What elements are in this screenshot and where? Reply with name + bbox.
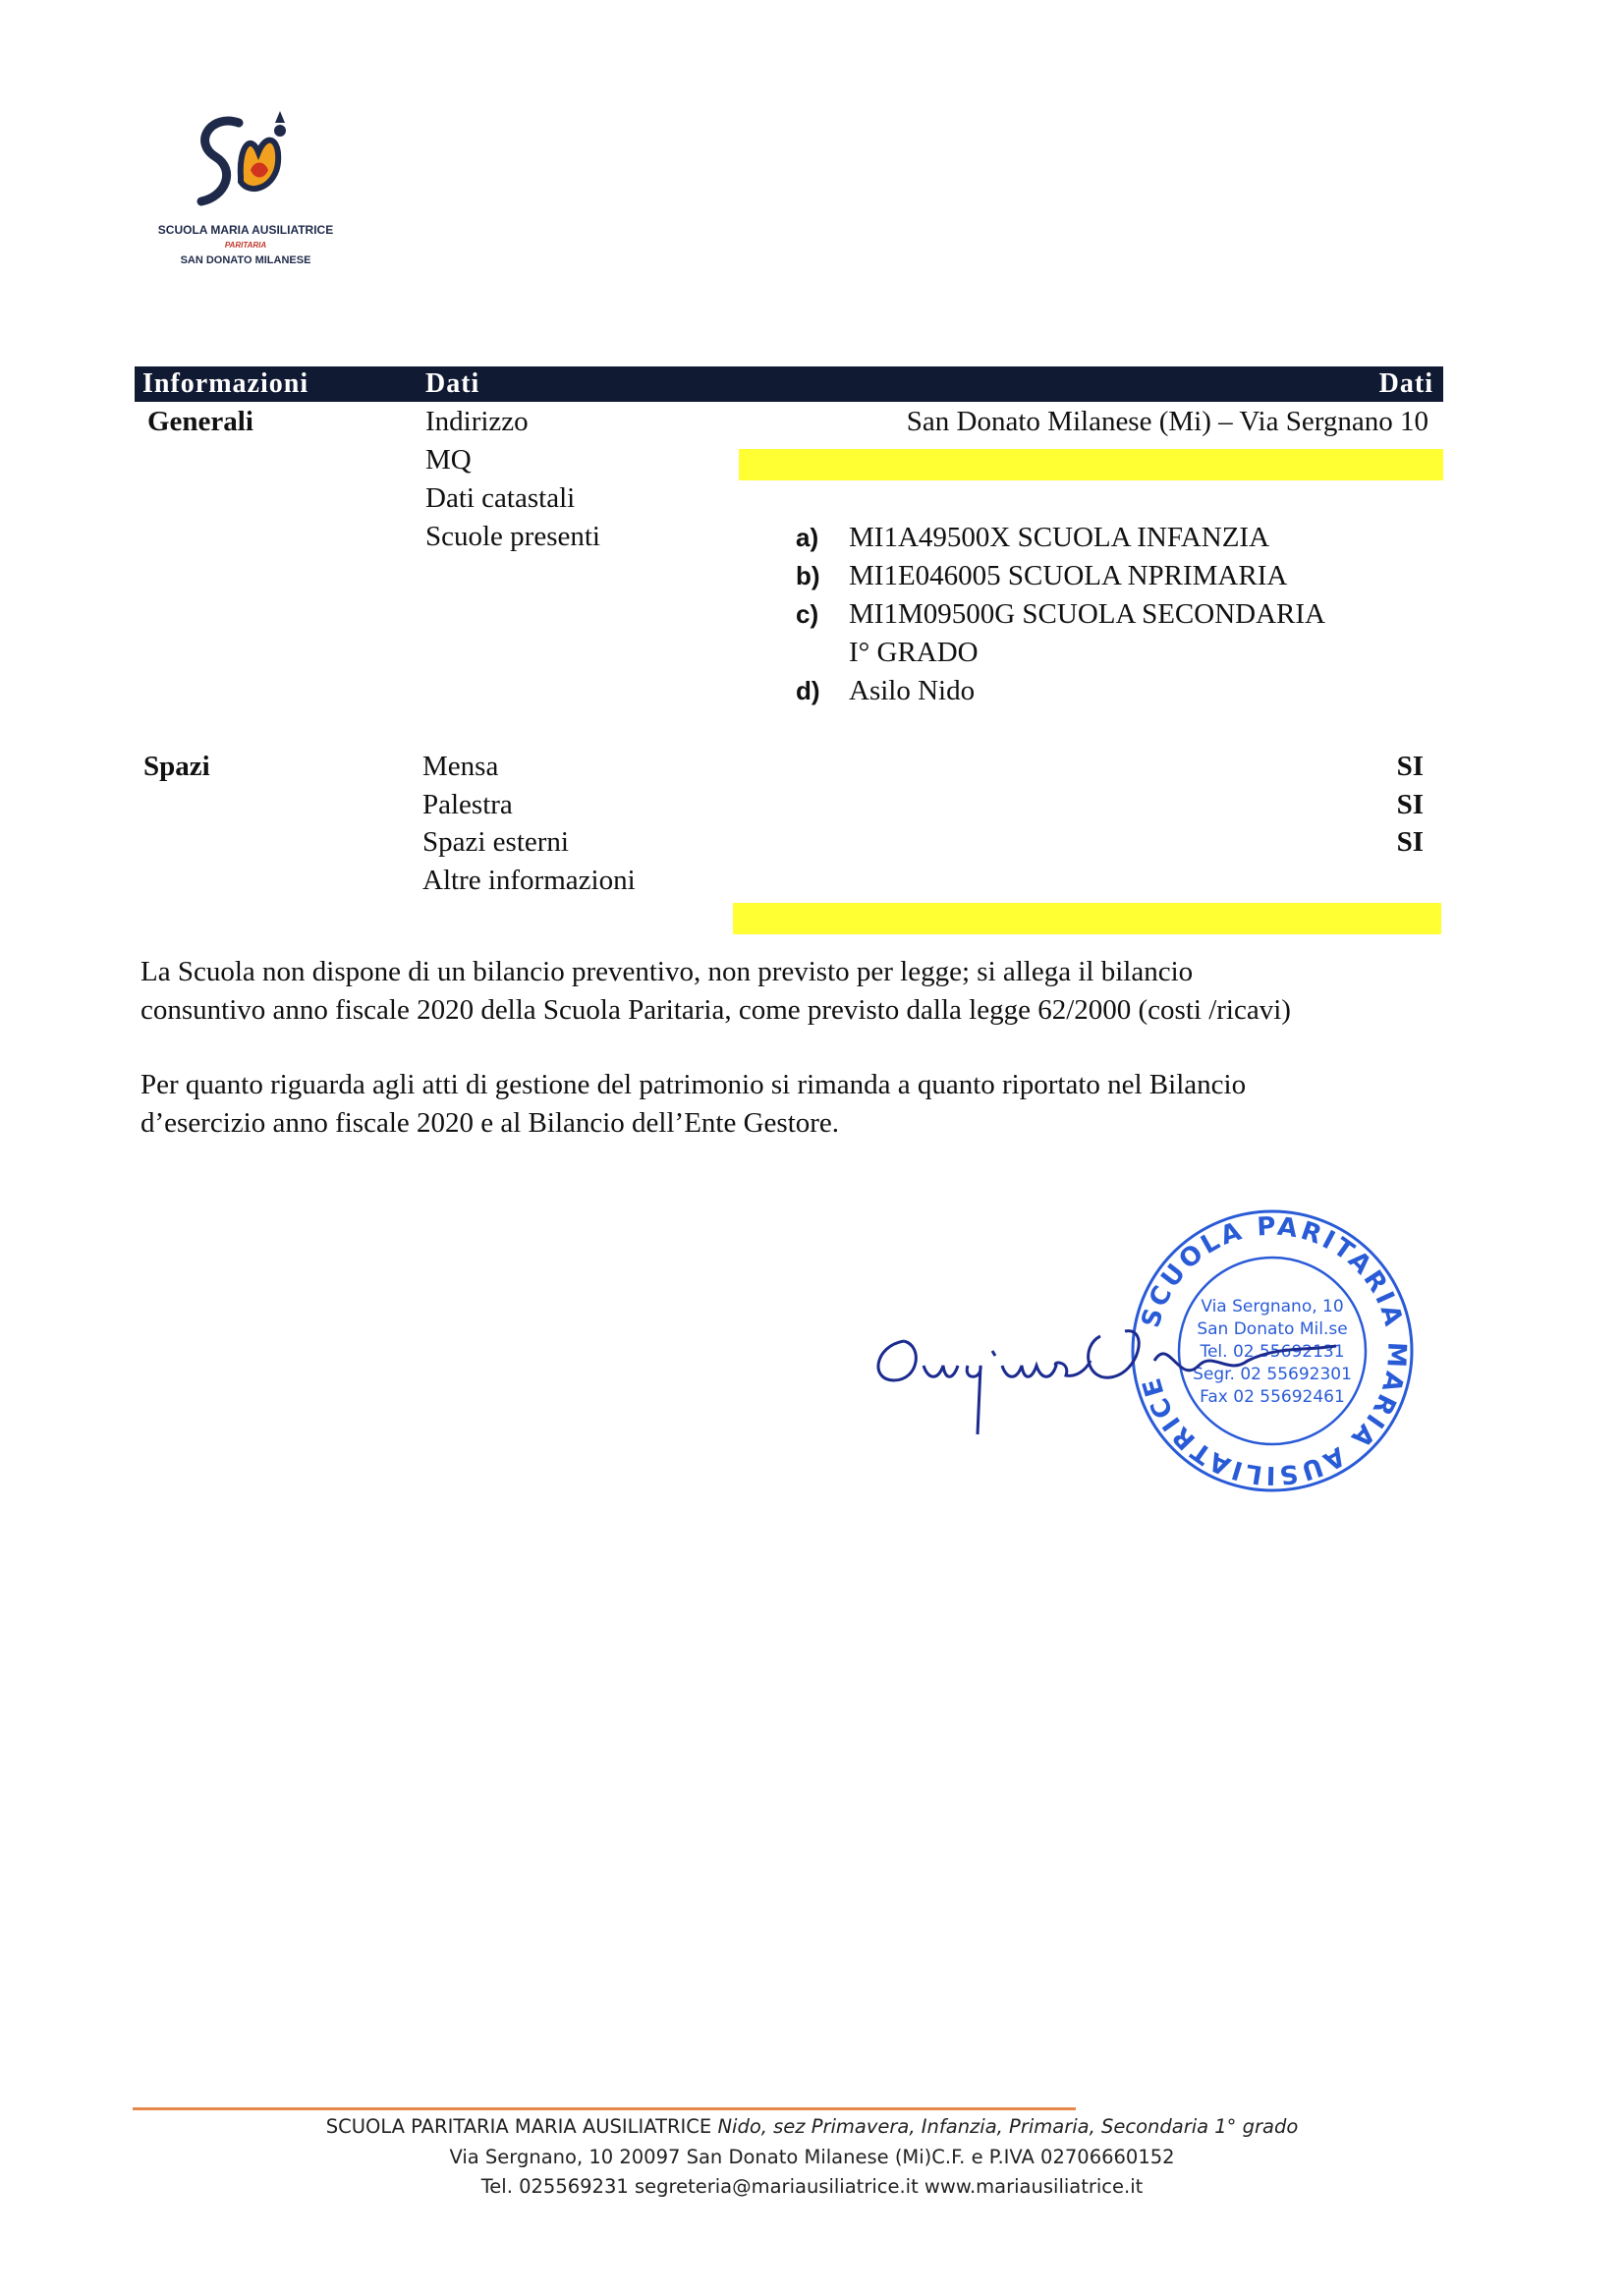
stamp-line3: Tel. 02 55692131 xyxy=(1200,1342,1345,1362)
value-mensa: SI xyxy=(1396,751,1424,782)
stamp-line4: Segr. 02 55692301 xyxy=(1193,1365,1352,1384)
paragraph-patrimonio-line1: Per quanto riguarda agli atti di gestione del patrimonio si rimanda a quanto riportato nel Bilancio xyxy=(140,1069,1247,1100)
header-dati: Dati xyxy=(425,368,480,399)
list-item: I° GRADO xyxy=(849,637,979,668)
paragraph-patrimonio-line2: d’esercizio anno fiscale 2020 e al Bilancio dell’Ente Gestore. xyxy=(140,1107,840,1139)
paragraph-bilancio-line1: La Scuola non dispone di un bilancio preventivo, non previsto per legge; si allega il bilancio xyxy=(140,956,1194,987)
footer-school-name: SCUOLA PARITARIA MARIA AUSILIATRICE xyxy=(325,2115,712,2138)
value-spazi-esterni: SI xyxy=(1396,826,1424,858)
list-letter: b) xyxy=(796,561,820,590)
label-indirizzo: Indirizzo xyxy=(425,406,529,437)
section-spazi: Spazi xyxy=(143,751,210,782)
header-informazioni: Informazioni xyxy=(142,368,309,399)
list-item: MI1M09500G SCUOLA SECONDARIA xyxy=(849,598,1325,630)
list-item: MI1E046005 SCUOLA NPRIMARIA xyxy=(849,560,1288,591)
label-mq: MQ xyxy=(425,444,472,476)
logo-city: SAN DONATO MILANESE xyxy=(180,254,311,266)
value-palestra: SI xyxy=(1396,789,1424,820)
footer-address: Via Sergnano, 10 20097 San Donato Milanese (Mi)C.F. e P.IVA 02706660152 xyxy=(449,2146,1175,2168)
stamp-line2: San Donato Mil.se xyxy=(1197,1319,1348,1339)
logo-mark-icon xyxy=(182,103,309,216)
stamp-ring-text: SCUOLA PARITARIA MARIA AUSILIATRICE xyxy=(1136,1211,1412,1490)
list-letter: a) xyxy=(796,523,819,552)
redacted-highlight xyxy=(733,903,1441,934)
logo-school-name: SCUOLA MARIA AUSILIATRICE xyxy=(157,223,334,237)
list-letter: c) xyxy=(796,599,819,629)
redacted-highlight xyxy=(739,449,1443,480)
stamp-line5: Fax 02 55692461 xyxy=(1200,1387,1345,1407)
label-scuole-presenti: Scuole presenti xyxy=(425,521,600,552)
header-dati-value: Dati xyxy=(1378,368,1433,399)
section-generali: Generali xyxy=(147,406,253,437)
footer-line1 xyxy=(0,2115,1624,2138)
paragraph-bilancio-line2: consuntivo anno fiscale 2020 della Scuola Paritaria, come previsto dalla legge 62/2000 (costi /ricavi) xyxy=(140,994,1291,1026)
value-indirizzo: San Donato Milanese (Mi) – Via Sergnano 10 xyxy=(906,406,1428,437)
list-item: Asilo Nido xyxy=(849,675,976,706)
handwritten-signature xyxy=(855,1307,1385,1444)
label-mensa: Mensa xyxy=(422,751,499,782)
label-dati-catastali: Dati catastali xyxy=(425,482,576,514)
stamp-line1: Via Sergnano, 10 xyxy=(1201,1297,1344,1316)
logo-paritaria: PARITARIA xyxy=(224,241,267,250)
table-header xyxy=(135,366,1443,402)
label-palestra: Palestra xyxy=(422,789,513,820)
list-item: MI1A49500X SCUOLA INFANZIA xyxy=(849,522,1270,553)
school-logo xyxy=(147,103,344,280)
label-spazi-esterni: Spazi esterni xyxy=(422,826,569,858)
list-letter: d) xyxy=(796,676,820,705)
label-altre-informazioni: Altre informazioni xyxy=(422,865,636,896)
footer-divider xyxy=(133,2107,1076,2110)
footer-school-levels: Nido, sez Primavera, Infanzia, Primaria, Secondaria 1° grado xyxy=(717,2115,1299,2138)
footer-contacts: Tel. 025569231 segreteria@mariausiliatrice.it www.mariausiliatrice.it xyxy=(480,2175,1144,2198)
